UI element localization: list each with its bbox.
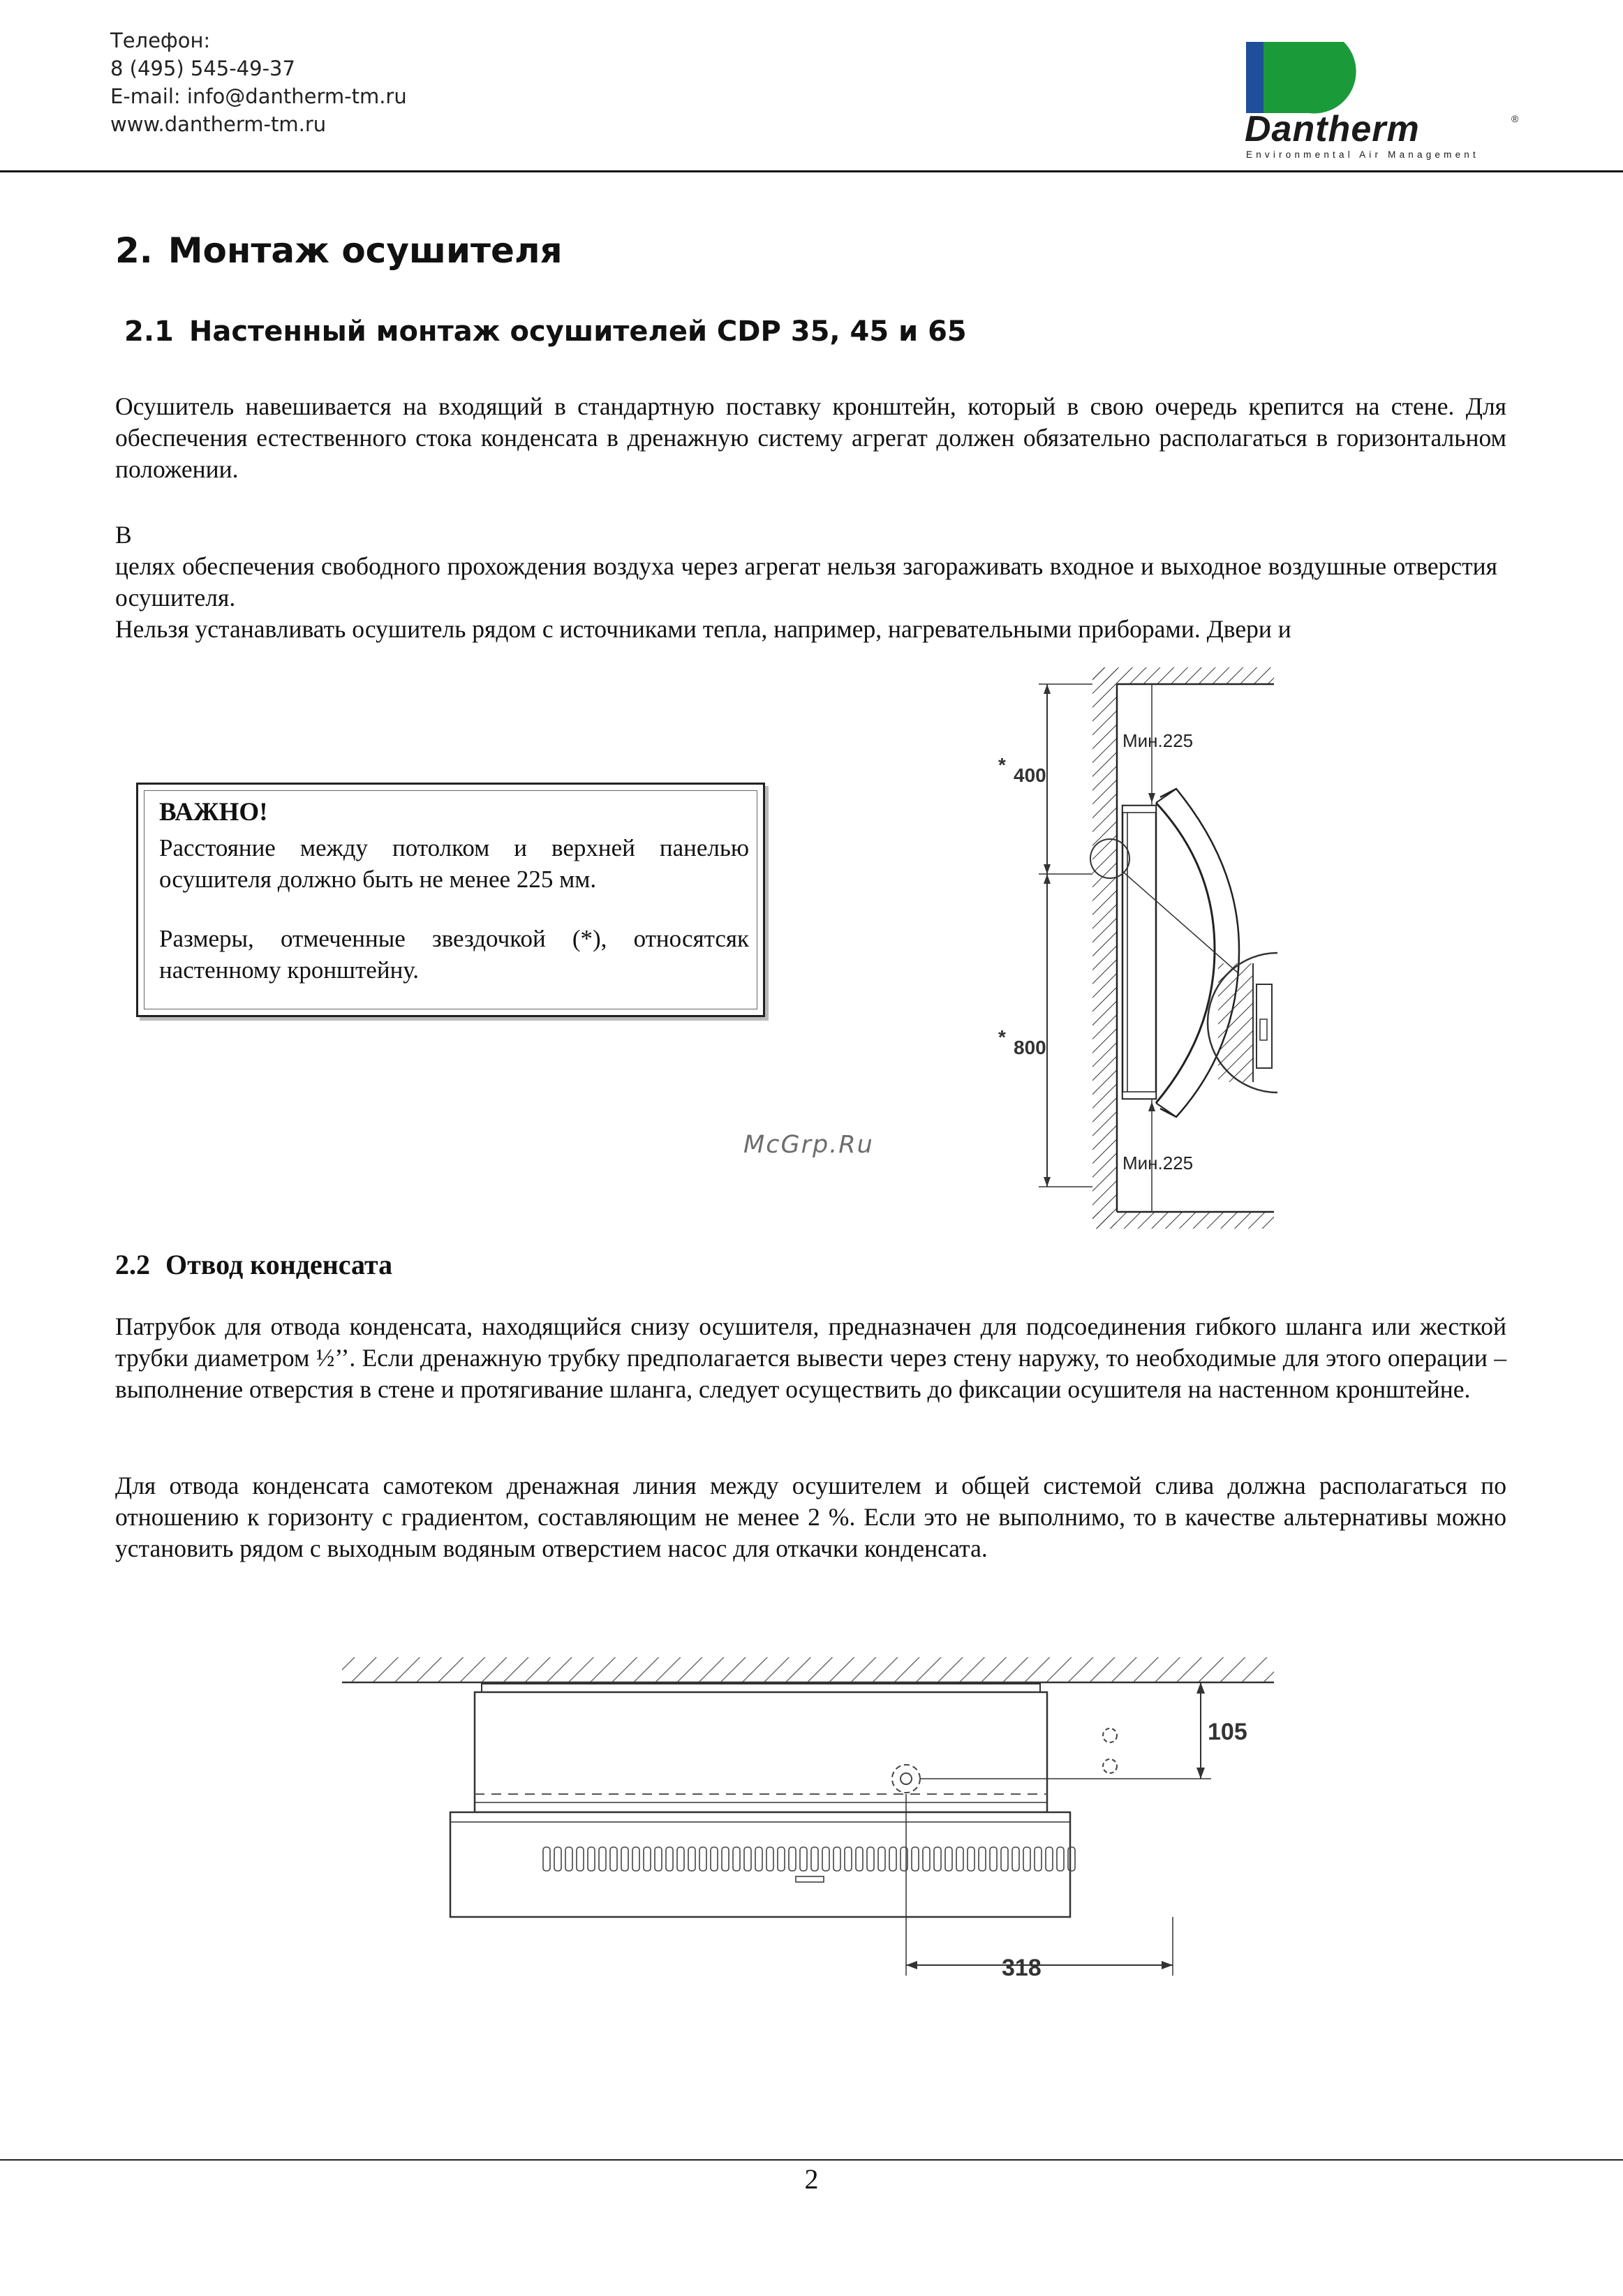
header-rule: [0, 170, 1623, 172]
logo-tagline: Environmental Air Management: [1246, 149, 1479, 160]
phone-label: Телефон:: [110, 29, 211, 52]
dim-bottom-value: 800: [1014, 1037, 1046, 1058]
unit-front-curve: [1156, 803, 1215, 1103]
contact-block: [110, 27, 407, 138]
wall-mount-diagram: [977, 656, 1277, 1243]
email-text: E-mail: info@dantherm-tm.ru: [110, 84, 407, 108]
logo-green-shape: [1263, 42, 1356, 113]
section-2-2-paragraph-2: Для отвода конденсата самотеком дренажная линия между осушителем и общей системой слива должна располагаться по отношению к горизонту с градиентом, составляющим не менее 2 %. Если это не выполнимо, то в качестве альтернативы можно установить рядом с выходным водяным отверстием насос для откачки конденсата.: [115, 1472, 1506, 1562]
section-2-1-heading: [124, 316, 967, 348]
section-2-2-heading: [115, 1248, 392, 1281]
section-2-1-paragraph-2: [115, 519, 1497, 645]
dim-top-star: *: [998, 754, 1006, 776]
floor-hatch: [1092, 1212, 1274, 1229]
section-2-2-paragraph-1: Патрубок для отвода конденсата, находящийся снизу осушителя, предназначен для подсоединения гибкого шланга или жесткой трубки диаметром ½’’. Если дренажную трубку предполагается вывести через стену наружу, то необходимые для этого операции – выполнение отверстия в стене и протягивание шланга, следует осуществить до фиксации осушителя на настенном кронштейне.: [115, 1312, 1506, 1403]
fixing-hole-2: [1103, 1759, 1117, 1773]
section-2-1-paragraph-1: Осушитель навешивается на входящий в стандартную поставку кронштейн, который в свою очередь крепится на стене. Для обеспечения естественного стока конденсата в дренажную систему агрегат должен обязательно располагаться в горизонтальном положении.: [115, 392, 1506, 483]
footer-rule: [0, 2159, 1623, 2161]
dantherm-logo: [1239, 35, 1518, 168]
phone-number: 8 (495) 545-49-37: [110, 57, 295, 80]
dim-vertical-label: 105: [1208, 1719, 1247, 1745]
section-2-2-title: Отвод конденсата: [165, 1249, 393, 1280]
wall-hatch: [1092, 667, 1117, 1229]
section-2-2-number: 2.2: [115, 1249, 150, 1280]
section-2-heading: [115, 230, 563, 271]
important-notice-box: [136, 783, 765, 1017]
drain-position-diagram: [342, 1647, 1277, 1997]
logo-registered: ®: [1511, 113, 1518, 124]
notice-text-1: Расстояние между потолком и верхней панелью осушителя должно быть не менее 225 мм.: [159, 834, 749, 893]
website-text: www.dantherm-tm.ru: [110, 112, 327, 136]
dim-horizontal-label: 318: [1002, 1955, 1042, 1981]
paragraph-3-body: Нельзя устанавливать осушитель рядом с источниками тепла, например, нагревательными приборами. Двери и: [115, 615, 1291, 643]
section-2-number: 2.: [115, 230, 153, 271]
page-number: 2: [804, 2163, 819, 2195]
notice-text-2: Размеры, отмеченные звездочкой (*), относятсяк настенному кронштейну.: [159, 925, 749, 984]
notice-title: ВАЖНО!: [159, 798, 268, 827]
logo-brand-text: Dantherm: [1245, 109, 1420, 149]
ceiling-hatch: [1092, 667, 1274, 684]
section-2-title: Монтаж осушителя: [168, 230, 563, 271]
section-2-1-title: Настенный монтаж осушителей CDP 35, 45 и 65: [188, 316, 967, 348]
watermark: McGrp.Ru: [743, 1131, 874, 1159]
dim-bottom-star: *: [998, 1026, 1006, 1048]
paragraph-2-prefix: В: [115, 521, 132, 549]
paragraph-2-body: целях обеспечения свободного прохождения воздуха через агрегат нельзя загораживать входное и выходное воздушные отверстия осушителя.: [115, 552, 1497, 612]
min-top-label: Мин.225: [1122, 730, 1194, 751]
min-bottom-label: Мин.225: [1122, 1153, 1194, 1173]
fixing-hole-1: [1103, 1728, 1117, 1742]
wall-top-hatch: [342, 1657, 1274, 1682]
section-2-1-number: 2.1: [124, 316, 174, 348]
dim-top-value: 400: [1014, 764, 1046, 786]
